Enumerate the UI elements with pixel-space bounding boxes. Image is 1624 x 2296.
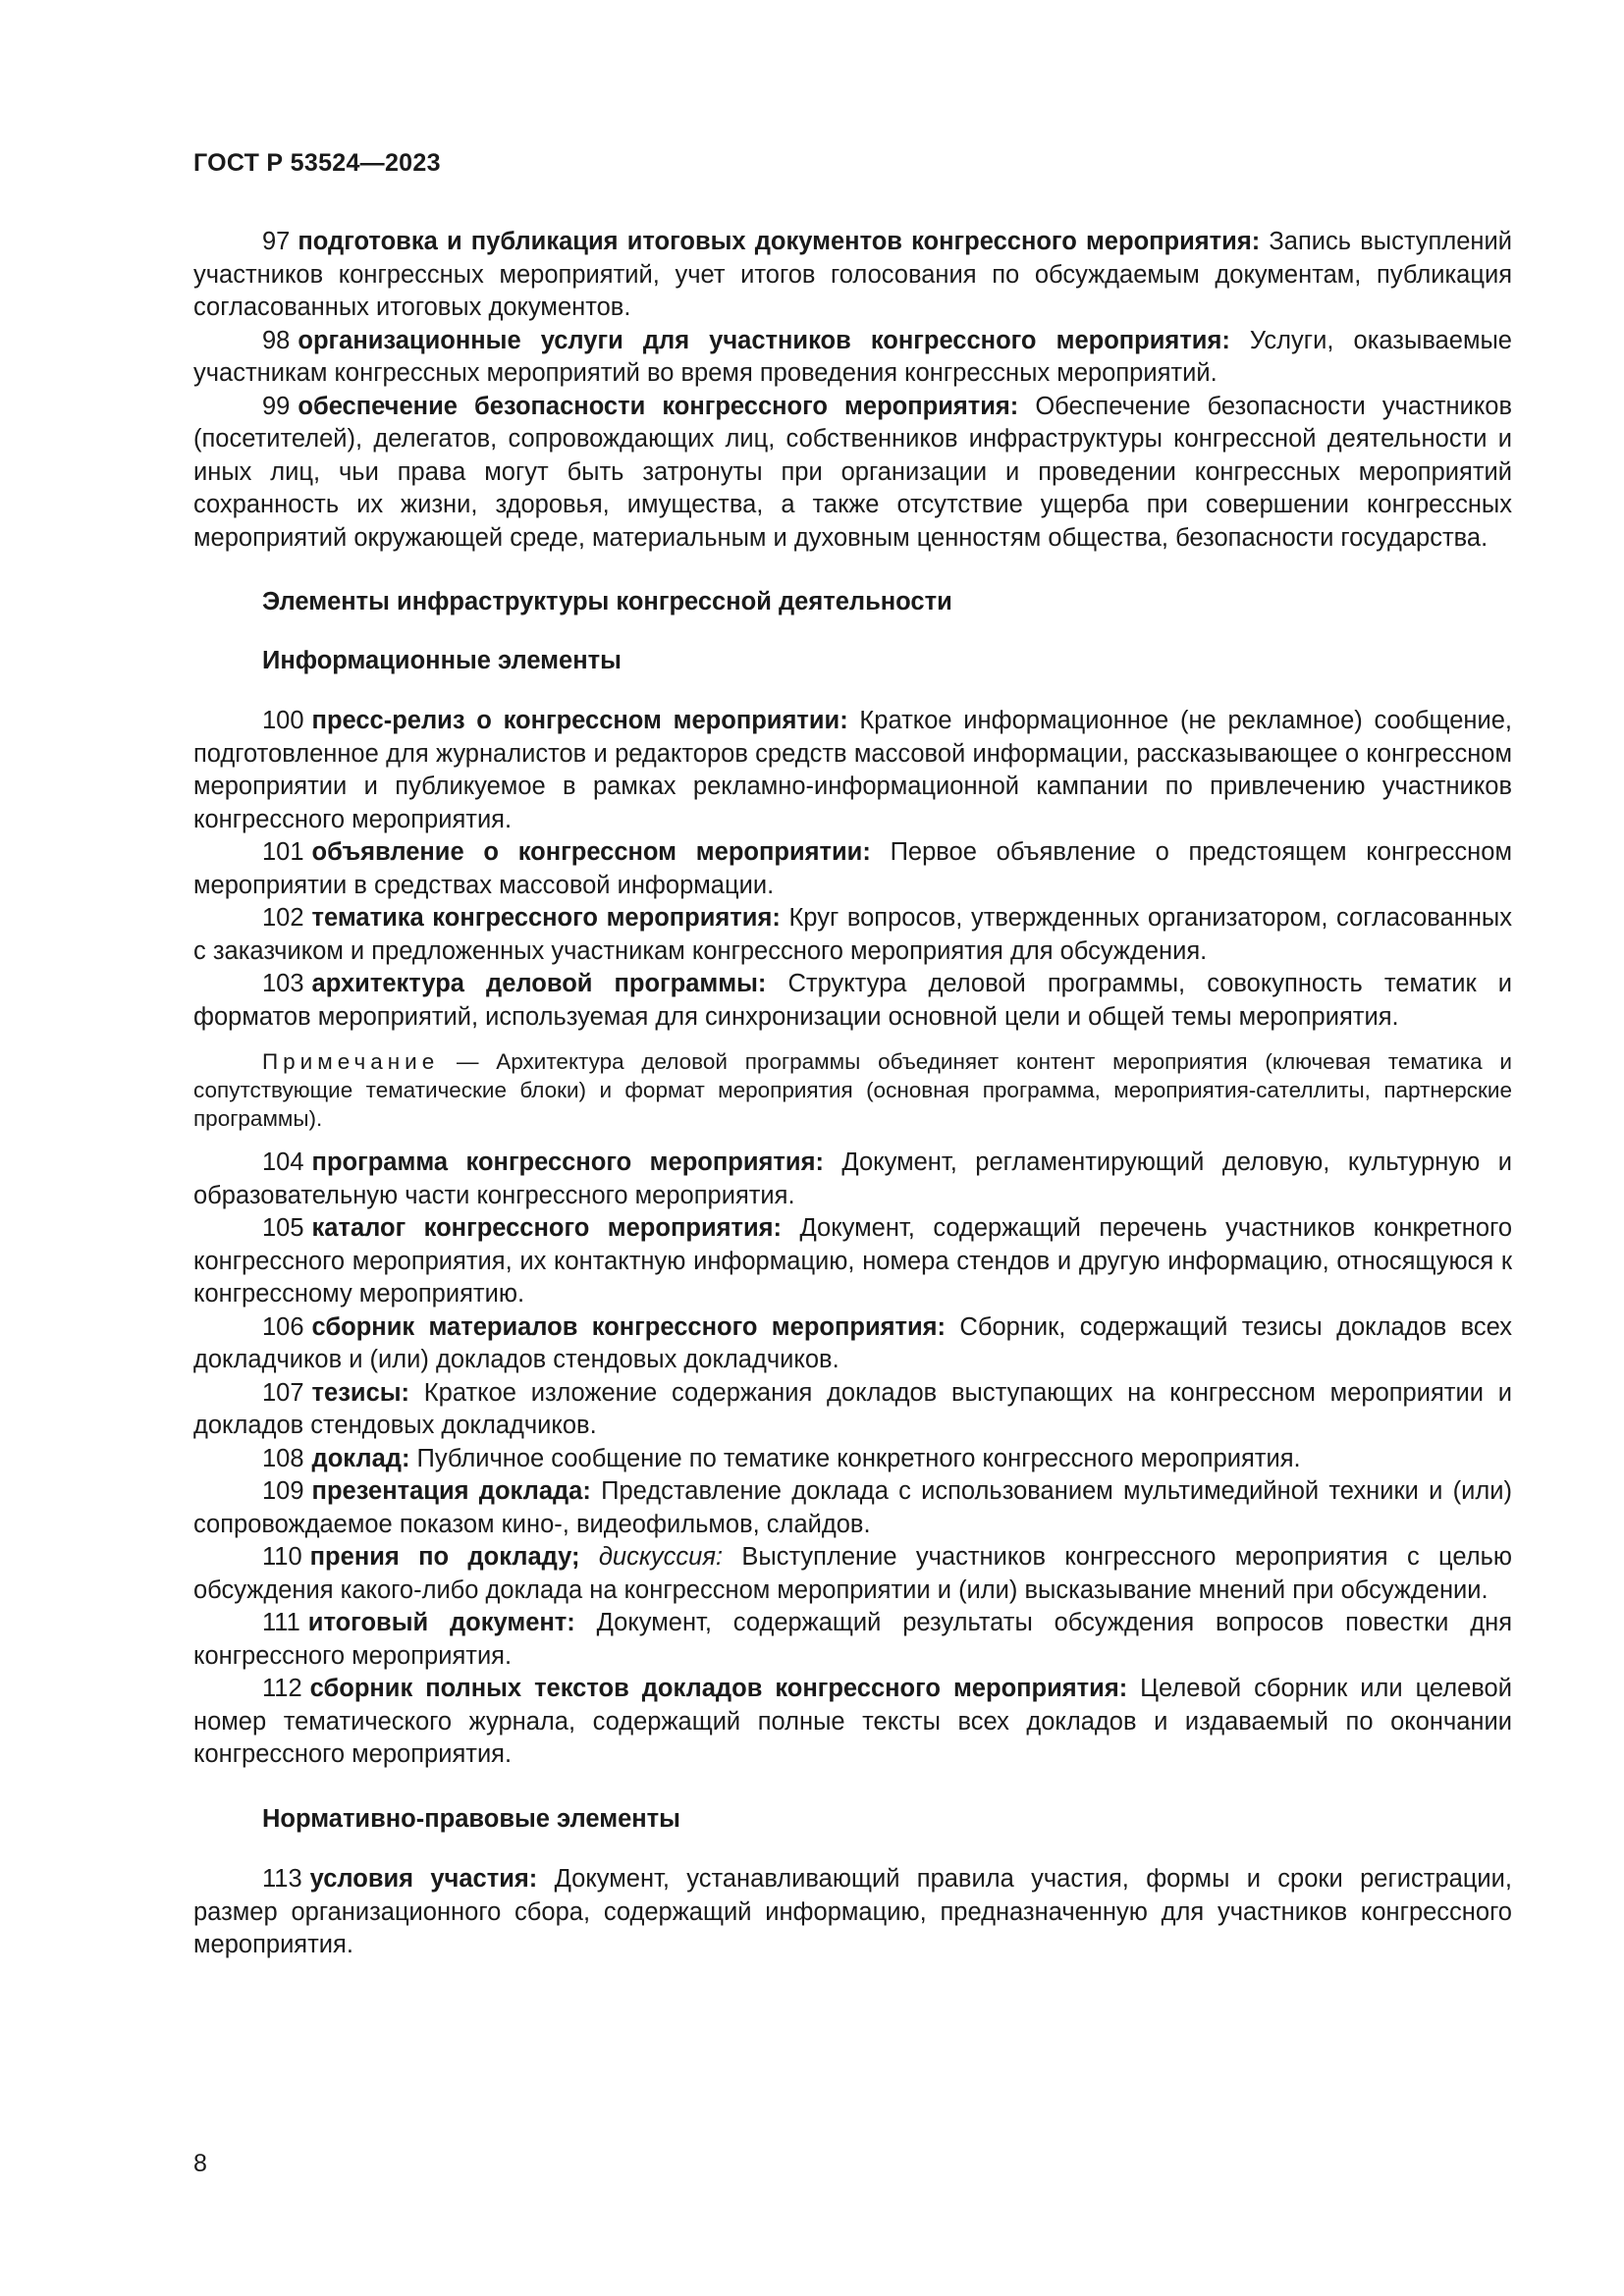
- entry-term: организационные услуги для участников конгрессного мероприятия:: [298, 326, 1230, 354]
- entry-term: сборник материалов конгрессного мероприятия:: [311, 1312, 947, 1341]
- entry-number: 102: [262, 904, 304, 932]
- term-entry-101: [193, 836, 1512, 902]
- entry-definition: Круг вопросов, утвержденных организатором, согласованных с заказчиком и предложенных участникам конгрессного мероприятия для обсуждения.: [193, 904, 1512, 965]
- entry-number: 106: [262, 1312, 304, 1341]
- entry-number: 110: [262, 1543, 302, 1571]
- entry-number: 101: [262, 838, 304, 866]
- entry-number: 109: [262, 1477, 304, 1505]
- term-entry-110: [193, 1541, 1512, 1607]
- term-entry-100: [193, 705, 1512, 836]
- entry-definition: Представление доклада с использованием мультимедийной техники и (или) сопровождаемое показом кино-, видеофильмов, слайдов.: [193, 1477, 1513, 1538]
- entry-number: 113: [262, 1865, 302, 1893]
- section-heading-infrastructure: Элементы инфраструктуры конгрессной деятельности: [262, 588, 952, 615]
- term-entry-105: [193, 1212, 1512, 1311]
- entry-term: тезисы:: [311, 1378, 410, 1407]
- term-entry-97: [193, 226, 1512, 325]
- term-entry-112: [193, 1673, 1512, 1772]
- entry-number: 105: [262, 1214, 304, 1242]
- entry-definition: Документ, регламентирующий деловую, культурную и образовательную части конгрессного мероприятия.: [193, 1148, 1512, 1209]
- entry-definition: Первое объявление о предстоящем конгрессном мероприятии в средствах массовой информации.: [193, 838, 1512, 899]
- entry-term: условия участия:: [309, 1865, 538, 1893]
- entry-term: сборник полных текстов докладов конгрессного мероприятия:: [309, 1675, 1128, 1702]
- entry-number: 98: [262, 326, 291, 354]
- entry-number: 112: [262, 1675, 302, 1702]
- entry-number: 99: [262, 392, 291, 420]
- entry-definition: Сборник, содержащий тезисы докладов всех докладчиков и (или) докладов стендовых докладчиков.: [193, 1312, 1512, 1373]
- entry-definition: Обеспечение безопасности участников (посетителей), делегатов, сопровождающих лиц, собственников инфраструктуры конгрессной деятельности и иных лиц, чьи права могут быть затронуты при организации и проведении конгрессных мероприятий сохранность их жизни, здоровья, имущества, а также отсутствие ущерба при совершении конгрессных мероприятий окружающей среде, материальным и духовным ценностям общества, безопасности государства.: [193, 392, 1512, 552]
- document-header: ГОСТ Р 53524—2023: [193, 149, 441, 177]
- entry-term: архитектура деловой программы:: [311, 970, 767, 997]
- entry-number: 107: [262, 1378, 304, 1407]
- entry-number: 104: [262, 1148, 304, 1176]
- page-number: 8: [193, 2150, 207, 2177]
- term-entry-108: [193, 1443, 1512, 1476]
- entry-term: пресс-релиз о конгрессном мероприятии:: [311, 707, 848, 734]
- section-heading-informational: Информационные элементы: [262, 646, 622, 674]
- term-entry-104: [193, 1147, 1512, 1212]
- entry-definition: Структура деловой программы, совокупность тематик и форматов мероприятий, используемая для синхронизации основной цели и общей темы мероприятия.: [193, 970, 1512, 1031]
- term-entry-109: [193, 1475, 1512, 1541]
- term-entry-106: [193, 1311, 1512, 1377]
- entry-number: 97: [262, 228, 291, 255]
- section-heading-normative: Нормативно-правовые элементы: [262, 1804, 680, 1833]
- entry-term: объявление о конгрессном мероприятии:: [311, 838, 871, 866]
- note-103: [193, 1047, 1512, 1133]
- entry-definition: Публичное сообщение по тематике конкретного конгрессного мероприятия.: [409, 1444, 1301, 1472]
- term-entry-113: [193, 1863, 1512, 1962]
- entry-term: подготовка и публикация итоговых документов конгрессного мероприятия:: [298, 228, 1261, 255]
- entry-term: прения по докладу;: [309, 1543, 580, 1571]
- entry-alternative-term: дискуссия:: [579, 1543, 724, 1571]
- entry-term: программа конгрессного мероприятия:: [311, 1148, 824, 1176]
- entry-definition: Запись выступлений участников конгрессных мероприятий, учет итогов голосования по обсуждаемым документам, публикация согласованных итоговых документов.: [193, 228, 1512, 321]
- entry-definition: Документ, содержащий перечень участников конкретного конгрессного мероприятия, их контактную информацию, номера стендов и другую информацию, относящуюся к конгрессному мероприятию.: [193, 1214, 1512, 1308]
- entry-definition: Выступление участников конгрессного мероприятия с целью обсуждения какого-либо доклада на конгрессном мероприятии и (или) высказывание мнений при обсуждении.: [193, 1543, 1512, 1604]
- term-entry-98: [193, 325, 1512, 391]
- term-entry-99: [193, 391, 1512, 556]
- entry-definition: Документ, устанавливающий правила участия, формы и сроки регистрации, размер организационного сбора, содержащий информацию, предназначенную для участников конгрессного мероприятия.: [193, 1865, 1512, 1958]
- entry-number: 108: [262, 1444, 304, 1472]
- entry-term: доклад:: [311, 1444, 410, 1472]
- term-entry-102: [193, 902, 1512, 968]
- term-entry-111: [193, 1607, 1512, 1673]
- entry-number: 100: [262, 707, 304, 734]
- note-label: Примечание: [262, 1049, 440, 1074]
- entry-term: обеспечение безопасности конгрессного мероприятия:: [298, 392, 1019, 420]
- entry-definition: Документ, содержащий результаты обсуждения вопросов повестки дня конгрессного мероприятия.: [193, 1609, 1513, 1670]
- entry-number: 111: [262, 1609, 300, 1636]
- entry-definition: Краткое информационное (не рекламное) сообщение, подготовленное для журналистов и редакторов средств массовой информации, рассказывающее о конгрессном мероприятии и публикуемое в рамках рекламно-информационной кампании по привлечению участников конгрессного мероприятия.: [193, 707, 1512, 833]
- term-entry-107: [193, 1377, 1512, 1443]
- entry-term: итоговый документ:: [307, 1609, 575, 1636]
- entry-definition: Краткое изложение содержания докладов выступающих на конгрессном мероприятии и докладов стендовых докладчиков.: [193, 1378, 1512, 1439]
- note-text: — Архитектура деловой программы объединяет контент мероприятия (ключевая тематика и сопутствующие тематические блоки) и формат мероприятия (основная программа, мероприятия-сателлиты, партнерские программы).: [193, 1049, 1512, 1131]
- entry-term: каталог конгрессного мероприятия:: [311, 1214, 783, 1242]
- document-body: [193, 226, 1512, 1962]
- entry-term: тематика конгрессного мероприятия:: [311, 904, 781, 932]
- entry-definition: Целевой сборник или целевой номер тематического журнала, содержащий полные тексты всех докладов и издаваемый по окончании конгрессного мероприятия.: [193, 1675, 1512, 1768]
- entry-term: презентация доклада:: [311, 1477, 591, 1505]
- entry-number: 103: [262, 970, 304, 997]
- term-entry-103: [193, 968, 1512, 1034]
- entry-definition: Услуги, оказываемые участникам конгрессных мероприятий во время проведения конгрессных мероприятий.: [193, 326, 1512, 387]
